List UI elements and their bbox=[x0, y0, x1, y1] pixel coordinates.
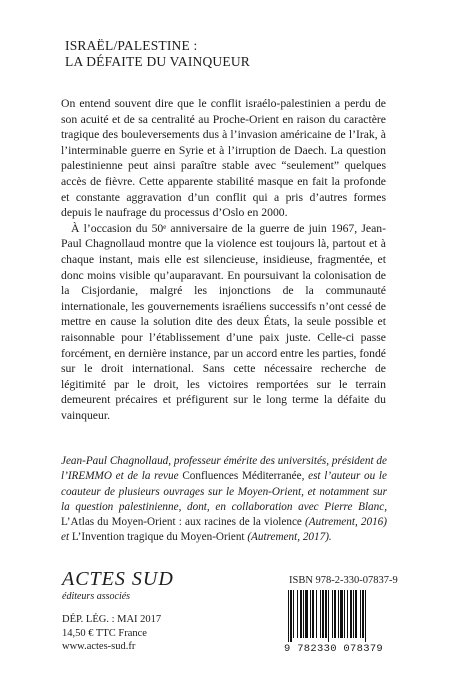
barcode-icon bbox=[286, 590, 391, 642]
barcode-bar bbox=[332, 590, 333, 638]
barcode-bar bbox=[303, 590, 304, 638]
publisher-url: www.actes-sud.fr bbox=[62, 641, 136, 652]
barcode-bar bbox=[316, 590, 317, 638]
publisher-name: ACTES SUD bbox=[62, 568, 174, 590]
barcode-bar bbox=[322, 590, 324, 638]
barcode-bar bbox=[360, 590, 361, 638]
barcode-bar bbox=[347, 590, 348, 638]
book-title-atlas: L’Atlas du Moyen-Orient : aux racines de la violence bbox=[61, 516, 302, 529]
author-bio-part: Jean-Paul Chagnollaud, professeur émérite des universités, président de l’IREMMO et de la revue bbox=[61, 455, 387, 483]
book-title-invention: L’Invention tragique du Moyen-Orient bbox=[71, 531, 245, 544]
author-bio-part: (Autrement, 2016) et bbox=[61, 516, 387, 544]
barcode-bar bbox=[312, 590, 314, 638]
barcode-bar bbox=[353, 590, 354, 638]
publisher-tagline: éditeurs associés bbox=[62, 591, 131, 602]
barcode-bar bbox=[334, 590, 336, 638]
barcode-bar bbox=[320, 590, 321, 638]
barcode-bar bbox=[297, 590, 298, 638]
barcode-bar bbox=[365, 590, 366, 642]
barcode-bar bbox=[305, 590, 308, 638]
barcode-bar bbox=[300, 590, 302, 638]
barcode-bar bbox=[290, 590, 292, 642]
author-bio bbox=[61, 454, 387, 546]
legal-info bbox=[62, 613, 161, 654]
barcode-bar bbox=[350, 590, 352, 638]
barcode-bar bbox=[310, 590, 311, 638]
author-bio-part: , est l’auteur ou le coauteur de plusieurs ouvrages sur le Moyen-Orient, et notamment sur la question palestinienne, dont, en collaboration avec Pierre Blanc, bbox=[61, 470, 387, 513]
publisher-logo bbox=[62, 569, 174, 603]
title-line-2: LA DÉFAITE DU VAINQUEUR bbox=[65, 54, 250, 69]
review-title: Confluences Méditerranée bbox=[182, 470, 302, 483]
isbn-label: ISBN 978-2-330-07837-9 bbox=[289, 575, 398, 586]
barcode-bar bbox=[338, 590, 339, 638]
barcode-bar bbox=[325, 590, 327, 638]
barcode-number: 9 782330 078379 bbox=[284, 643, 384, 655]
author-bio-part: (Autrement, 2017). bbox=[244, 531, 332, 544]
barcode-bar bbox=[340, 590, 343, 638]
title-line-1: ISRAËL/PALESTINE : bbox=[65, 38, 198, 53]
barcode-bar bbox=[328, 590, 329, 642]
barcode-bar bbox=[293, 590, 294, 638]
barcode-bar bbox=[355, 590, 357, 638]
blurb-paragraph-2: À l’occasion du 50ᵉ anniversaire de la guerre de juin 1967, Jean-Paul Chagnollaud montre que la violence est toujours là, partout et à chaque instant, mais elle est silencieuse, insidieuse, fragmentée, et donc moins visible qu’auparavant. En poursuivant la colonisation de la Cisjordanie, malgré les injonctions de la communauté internationale, les gouvernements israéliens successifs n’ont cessé de mettre en cause la solution dite des deux États, la seule possible et raisonnable pour l’établissement d’une paix juste. Celle-ci passe forcément, en dernière instance, par un accord entre les parties, fondé sur le droit international. Sans cette nécessaire recherche de légitimité par le droit, les victoires remportées sur le terrain demeurent précaires et préfigurent sur le long terme la défaite du vainqueur. bbox=[61, 221, 386, 422]
blurb-paragraph-1: On entend souvent dire que le conflit israélo-palestinien a perdu de son acuité et de sa centralité au Proche-Orient en raison du caractère tragique des bouleversements dus à l’invasion américaine de l’Irak, à l’interminable guerre en Syrie et à l’irruption de Daech. La question palestinienne peut ainsi paraître stable avec “seulement” quelques accès de fièvre. Cette apparente stabilité masque en fait la profonde et constante aggravation d’un conflit qui a pris d’autres formes depuis le naufrage du processus d’Oslo en 2000. bbox=[61, 97, 386, 220]
price: 14,50 € TTC France bbox=[62, 627, 147, 639]
barcode-bar bbox=[362, 590, 364, 638]
barcode-bar bbox=[344, 590, 345, 638]
barcode-bar bbox=[288, 590, 289, 642]
book-title bbox=[65, 38, 250, 70]
blurb bbox=[61, 96, 386, 423]
legal-deposit: DÉP. LÉG. : MAI 2017 bbox=[62, 614, 162, 625]
